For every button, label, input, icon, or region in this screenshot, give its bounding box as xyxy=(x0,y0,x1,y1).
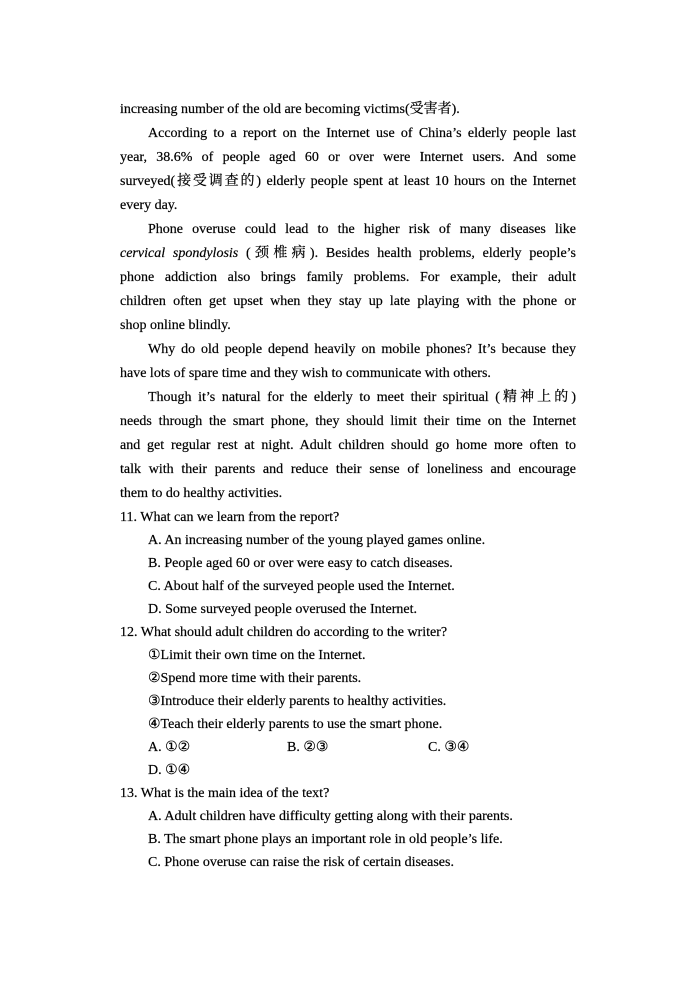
answer-choice-row xyxy=(120,736,576,759)
question-stem: 11. What can we learn from the report? xyxy=(120,510,340,525)
passage-line-text: (颈椎病). Besides health problems, elderly people’s xyxy=(238,246,576,261)
numbered-statement: ②Spend more time with their parents. xyxy=(148,671,362,686)
passage-line: increasing number of the old are becoming victims(受害者). xyxy=(120,102,460,117)
answer-option: C. ③④ xyxy=(428,740,470,755)
answer-option: B. The smart phone plays an important role in old people’s life. xyxy=(148,832,503,847)
passage-line: surveyed(接受调查的) elderly people spent at least 10 hours on the Internet xyxy=(120,174,576,189)
passage-line: them to do healthy activities. xyxy=(120,486,283,501)
numbered-statement: ③Introduce their elderly parents to healthy activities. xyxy=(148,694,447,709)
passage-line: children often get upset when they stay up late playing with the phone or xyxy=(120,294,576,309)
passage-line: Phone overuse could lead to the higher risk of many diseases like xyxy=(148,222,576,237)
passage-line xyxy=(120,242,576,266)
italic-term: cervical spondylosis xyxy=(120,246,239,261)
answer-option: C. About half of the surveyed people used the Internet. xyxy=(148,579,455,594)
answer-option: A. Adult children have difficulty getting along with their parents. xyxy=(148,809,513,824)
passage-line: Why do old people depend heavily on mobile phones? It’s because they xyxy=(148,342,576,357)
reading-passage xyxy=(120,98,576,506)
question-list xyxy=(120,506,576,874)
passage-line: talk with their parents and reduce their sense of loneliness and encourage xyxy=(120,462,576,477)
answer-option: D. ①④ xyxy=(148,763,191,778)
question-stem: 12. What should adult children do according to the writer? xyxy=(120,625,448,640)
answer-option: C. Phone overuse can raise the risk of certain diseases. xyxy=(148,855,454,870)
passage-line: year, 38.6% of people aged 60 or over were Internet users. And some xyxy=(120,150,576,165)
answer-option: A. An increasing number of the young played games online. xyxy=(148,533,486,548)
passage-line: phone addiction also brings family problems. For example, their adult xyxy=(120,270,576,285)
passage-line: According to a report on the Internet use of China’s elderly people last xyxy=(148,126,576,141)
answer-option: D. Some surveyed people overused the Internet. xyxy=(148,602,418,617)
passage-line: Though it’s natural for the elderly to meet their spiritual (精神上的) xyxy=(148,390,576,405)
passage-line: and get regular rest at night. Adult children should go home more often to xyxy=(120,438,576,453)
answer-option: A. ①② xyxy=(148,740,191,755)
answer-option: B. ②③ xyxy=(287,740,329,755)
passage-line: have lots of spare time and they wish to communicate with others. xyxy=(120,366,491,381)
passage-line: every day. xyxy=(120,198,178,213)
numbered-statement: ①Limit their own time on the Internet. xyxy=(148,648,366,663)
numbered-statement: ④Teach their elderly parents to use the smart phone. xyxy=(148,717,443,732)
passage-line: needs through the smart phone, they should limit their time on the Internet xyxy=(120,414,576,429)
passage-line: shop online blindly. xyxy=(120,318,231,333)
question-stem: 13. What is the main idea of the text? xyxy=(120,786,330,801)
answer-option: B. People aged 60 or over were easy to catch diseases. xyxy=(148,556,453,571)
